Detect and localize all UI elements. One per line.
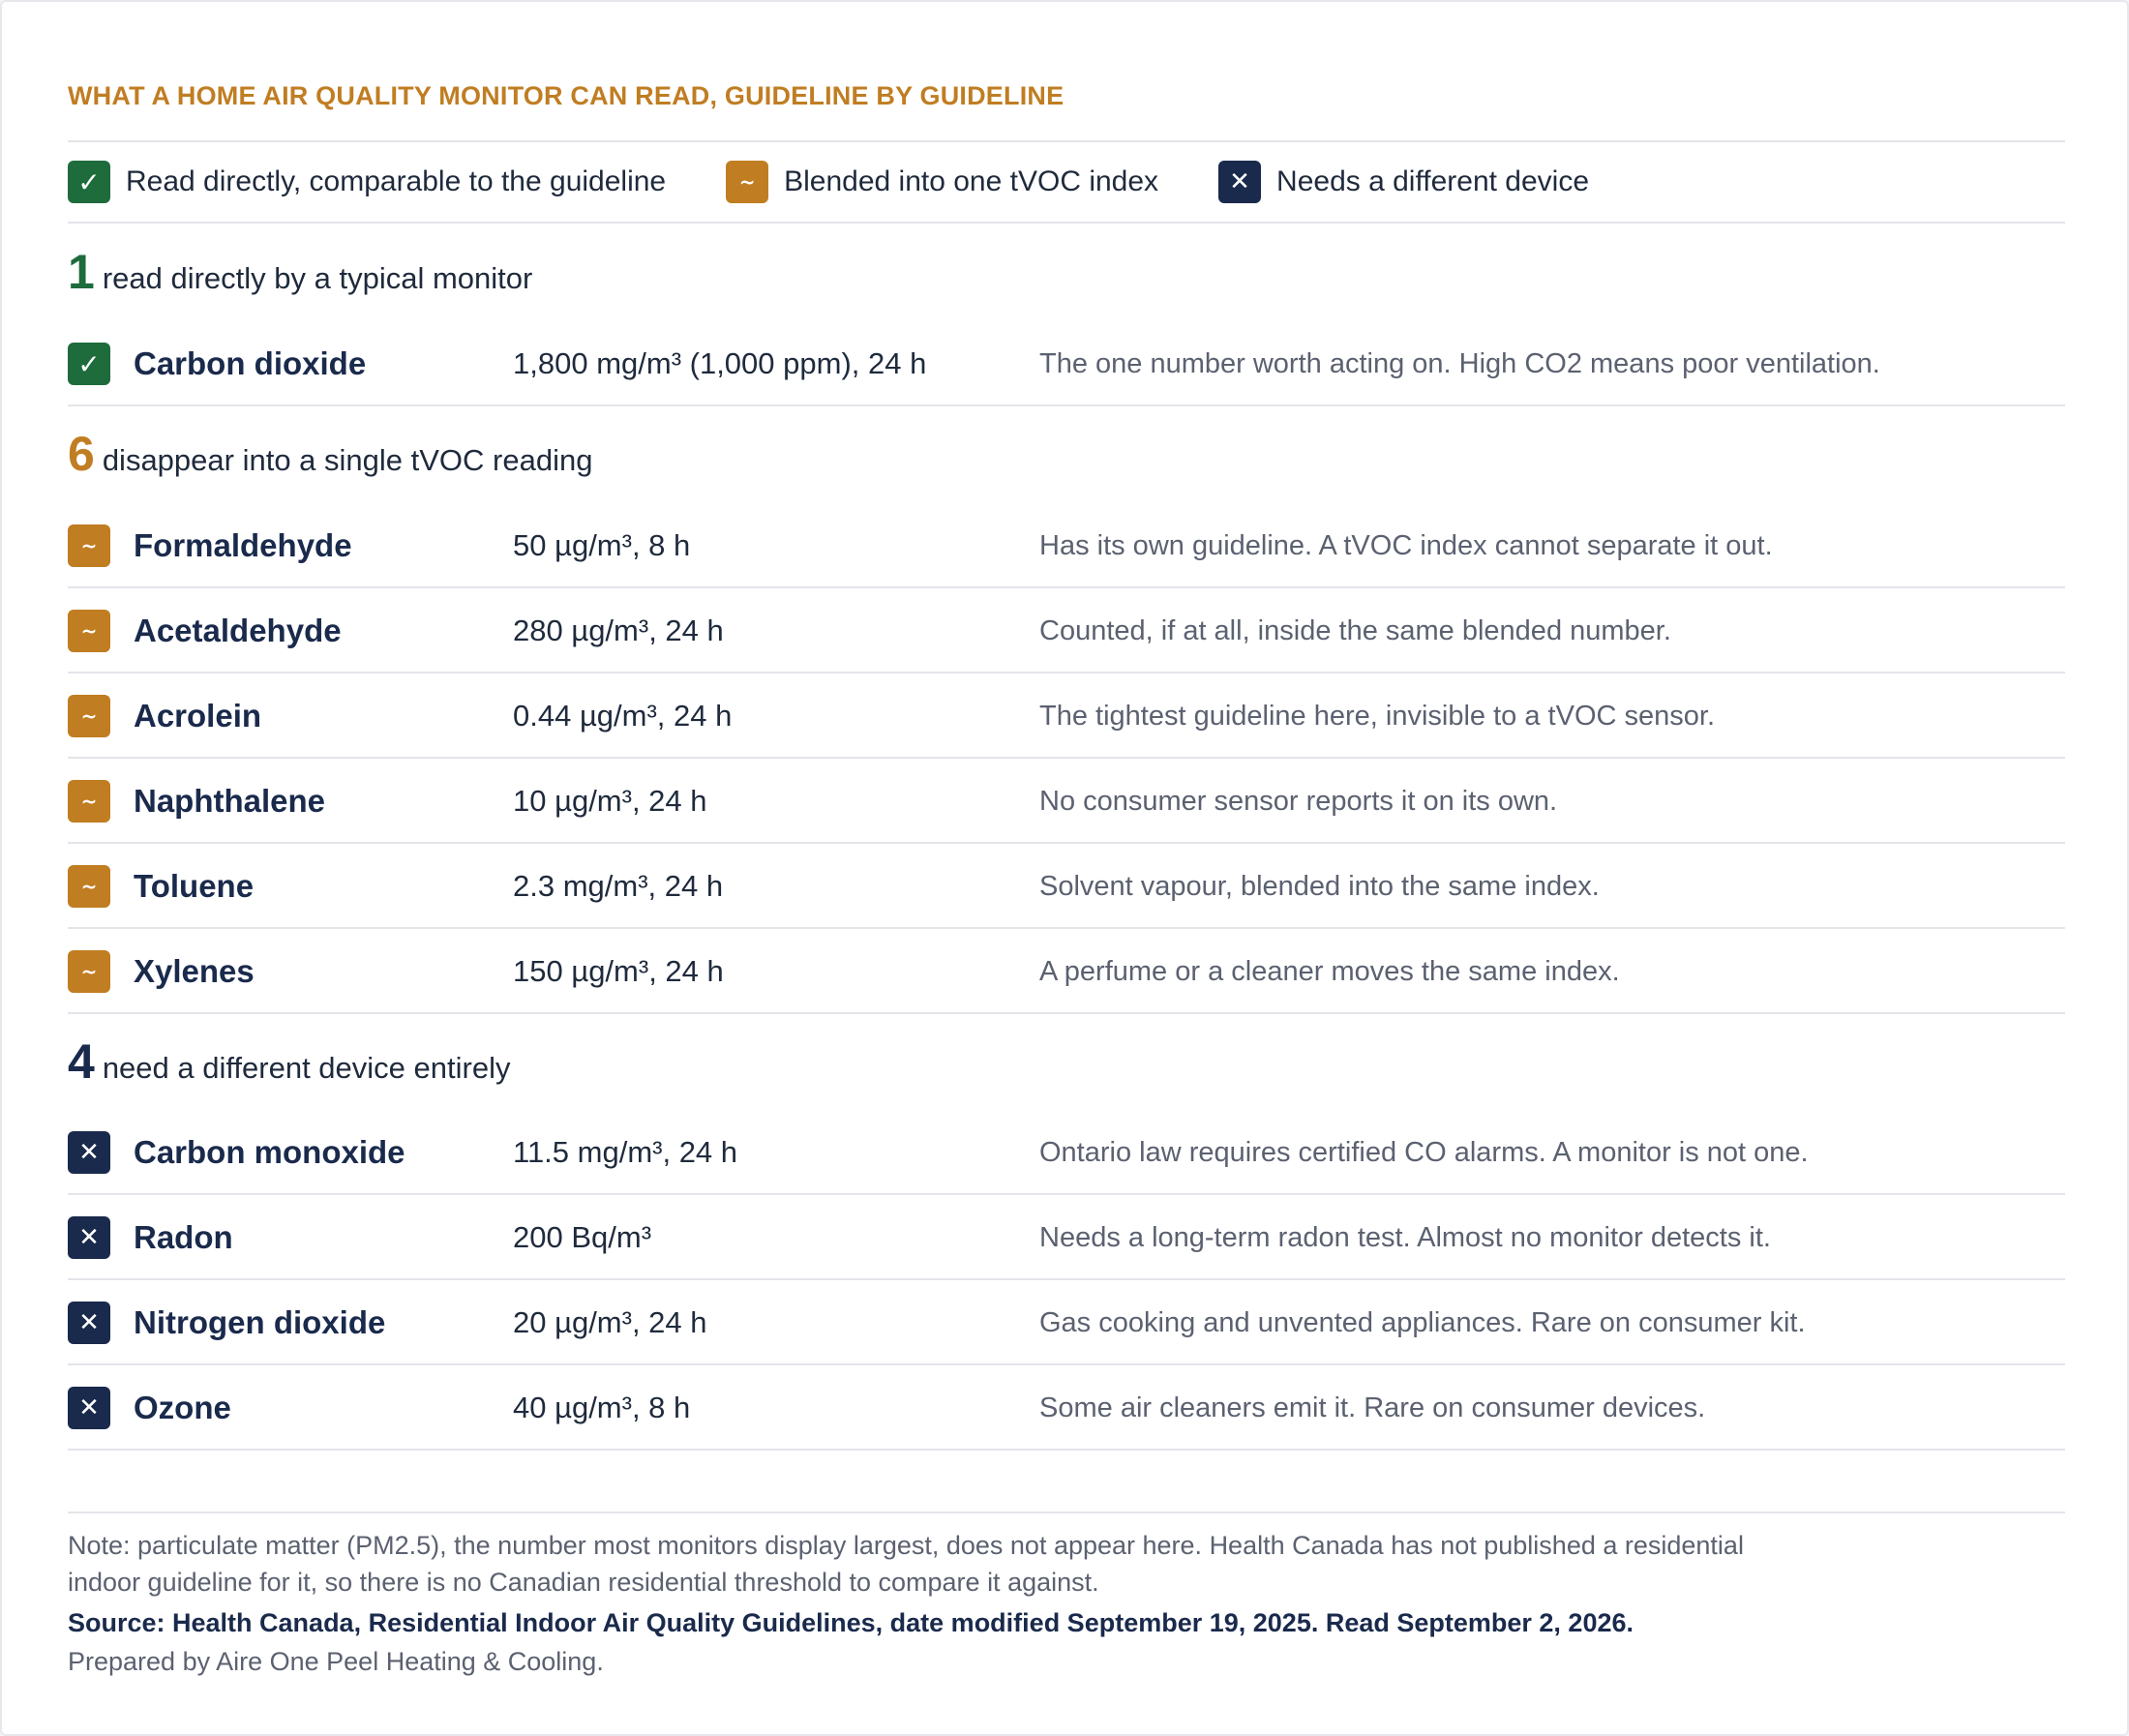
row-note: Some air cleaners emit it. Rare on consumer devices. xyxy=(1039,1392,1706,1423)
pollutant-name: Carbon monoxide xyxy=(134,1134,405,1170)
guideline-value: 200 Bq/m³ xyxy=(513,1220,652,1254)
row-note: No consumer sensor reports it on its own. xyxy=(1039,786,1558,817)
tilde-icon: ~ xyxy=(726,161,768,203)
group-heading-different-device xyxy=(68,1033,510,1090)
table-row xyxy=(68,844,2065,929)
guideline-value: 50 µg/m³, 8 h xyxy=(513,528,691,562)
cross-icon: ✕ xyxy=(1218,161,1261,203)
divider xyxy=(68,222,2065,224)
row-note: The tightest guideline here, invisible to a tVOC sensor. xyxy=(1039,701,1715,732)
group-heading-blended xyxy=(68,426,592,482)
divider xyxy=(68,1512,2065,1513)
table-row xyxy=(68,1365,2065,1451)
pollutant-name: Acrolein xyxy=(134,698,262,733)
row-note: Needs a long-term radon test. Almost no monitor detects it. xyxy=(1039,1222,1771,1253)
row-note: Counted, if at all, inside the same blended number. xyxy=(1039,615,1671,646)
table-row xyxy=(68,1195,2065,1280)
legend-label: Needs a different device xyxy=(1276,165,1590,197)
legend-label: Read directly, comparable to the guideline xyxy=(126,165,667,197)
pollutant-name: Formaldehyde xyxy=(134,527,352,563)
group-heading-direct xyxy=(68,244,532,300)
pollutant-name: Toluene xyxy=(134,868,255,904)
guideline-value: 150 µg/m³, 24 h xyxy=(513,954,724,988)
check-icon: ✓ xyxy=(68,343,110,385)
row-note: A perfume or a cleaner moves the same index. xyxy=(1039,956,1620,987)
cross-icon: ✕ xyxy=(68,1387,110,1429)
table-row xyxy=(68,1280,2065,1365)
table-row xyxy=(68,1110,2065,1195)
group-label: disappear into a single tVOC reading xyxy=(102,443,593,477)
group-count: 6 xyxy=(68,427,95,481)
table-row xyxy=(68,321,2065,406)
cross-icon: ✕ xyxy=(68,1302,110,1344)
tilde-icon: ~ xyxy=(68,610,110,652)
row-divider xyxy=(68,1449,2065,1451)
cross-icon: ✕ xyxy=(68,1131,110,1174)
row-note: Solvent vapour, blended into the same index. xyxy=(1039,871,1600,902)
legend-item-direct xyxy=(68,161,666,203)
guideline-value: 0.44 µg/m³, 24 h xyxy=(513,699,733,733)
legend-label: Blended into one tVOC index xyxy=(784,165,1159,197)
tilde-icon: ~ xyxy=(68,865,110,908)
pollutant-name: Naphthalene xyxy=(134,783,326,819)
table-row xyxy=(68,503,2065,588)
row-divider xyxy=(68,1012,2065,1014)
guideline-value: 11.5 mg/m³, 24 h xyxy=(513,1135,738,1169)
tilde-icon: ~ xyxy=(68,524,110,567)
pollutant-name: Nitrogen dioxide xyxy=(134,1304,386,1340)
guideline-value: 10 µg/m³, 24 h xyxy=(513,784,707,818)
pollutant-name: Radon xyxy=(134,1219,233,1255)
row-divider xyxy=(68,404,2065,406)
cross-icon: ✕ xyxy=(68,1216,110,1259)
guideline-value: 280 µg/m³, 24 h xyxy=(513,614,724,647)
page-title: WHAT A HOME AIR QUALITY MONITOR CAN READ, GUIDELINE BY GUIDELINE xyxy=(68,81,1064,110)
pollutant-name: Xylenes xyxy=(134,953,255,989)
pollutant-name: Carbon dioxide xyxy=(134,345,367,381)
pollutant-name: Ozone xyxy=(134,1390,231,1425)
prepared-by: Prepared by Aire One Peel Heating & Cooling. xyxy=(68,1647,604,1676)
row-note: Ontario law requires certified CO alarms. A monitor is not one. xyxy=(1039,1137,1809,1168)
table-row xyxy=(68,588,2065,673)
guideline-value: 1,800 mg/m³ (1,000 ppm), 24 h xyxy=(513,346,927,380)
group-label: read directly by a typical monitor xyxy=(102,261,533,295)
group-count: 4 xyxy=(68,1034,95,1089)
guideline-value: 20 µg/m³, 24 h xyxy=(513,1305,707,1339)
legend xyxy=(68,161,1649,203)
guideline-value: 40 µg/m³, 8 h xyxy=(513,1391,691,1424)
tilde-icon: ~ xyxy=(68,950,110,993)
guideline-value: 2.3 mg/m³, 24 h xyxy=(513,869,724,903)
row-note: Has its own guideline. A tVOC index cannot separate it out. xyxy=(1039,530,1773,561)
pollutant-name: Acetaldehyde xyxy=(134,613,342,648)
row-note: Gas cooking and unvented appliances. Rare on consumer kit. xyxy=(1039,1307,1806,1338)
tilde-icon: ~ xyxy=(68,695,110,737)
row-note: The one number worth acting on. High CO2 means poor ventilation. xyxy=(1039,348,1880,379)
footnote: Note: particulate matter (PM2.5), the number most monitors display largest, does not appear here. Health Canada has not published a residential indoor guideline for it, so there is no Canadian residential threshold to compare it against. xyxy=(68,1531,1744,1597)
legend-item-blended xyxy=(726,161,1158,203)
check-icon: ✓ xyxy=(68,161,110,203)
divider xyxy=(68,140,2065,142)
source-citation: Source: Health Canada, Residential Indoor Air Quality Guidelines, date modified September 19, 2025. Read September 2, 2026. xyxy=(68,1608,1634,1637)
group-label: need a different device entirely xyxy=(102,1051,511,1085)
legend-item-different-device xyxy=(1218,161,1589,203)
table-row xyxy=(68,673,2065,759)
table-row xyxy=(68,929,2065,1014)
table-row xyxy=(68,759,2065,844)
tilde-icon: ~ xyxy=(68,780,110,823)
group-count: 1 xyxy=(68,245,95,299)
